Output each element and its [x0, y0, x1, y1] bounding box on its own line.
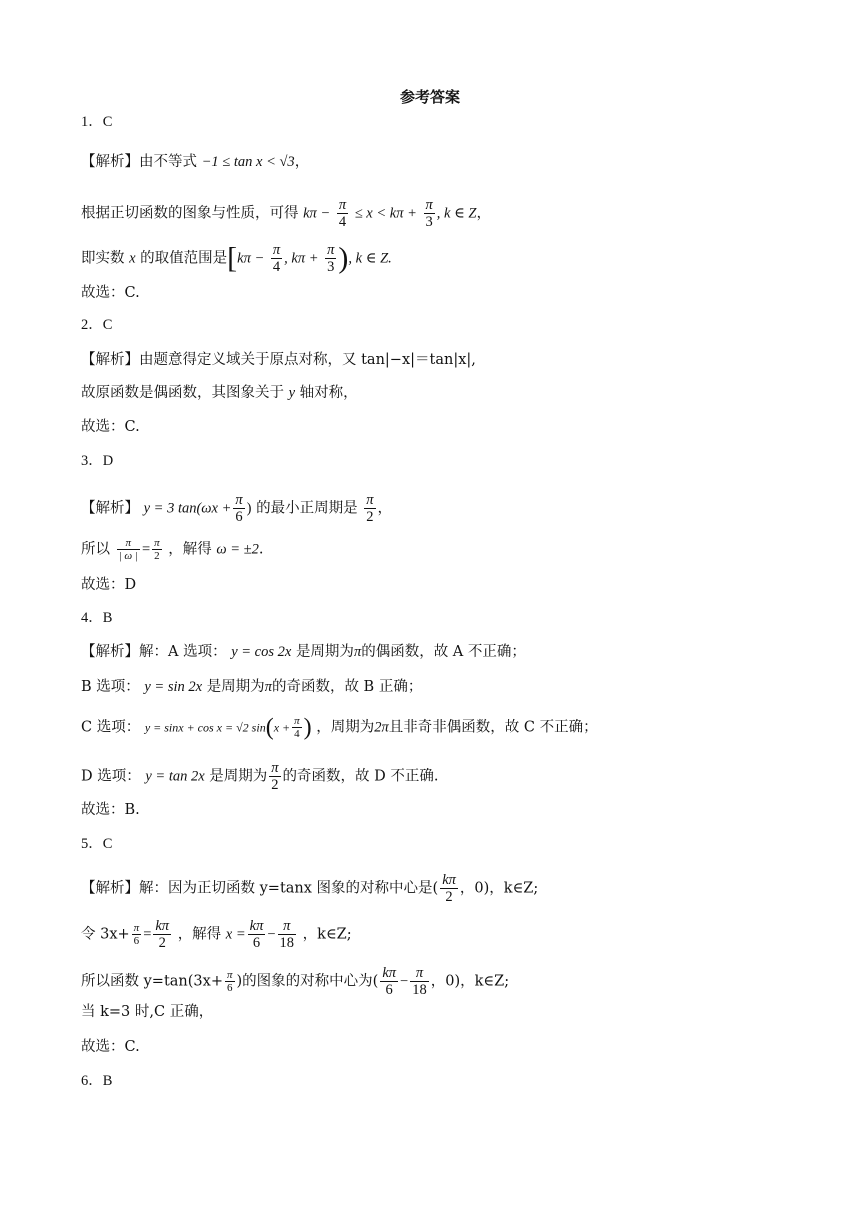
- q2-l2-text-b: 轴对称，: [299, 385, 358, 401]
- q3-l1-end: ，: [377, 500, 392, 517]
- q5-frac-kpi-6b: $\frac{k\pi}{6}$: [382, 965, 397, 998]
- q5-line-1: [81, 872, 538, 905]
- q4-l2-text-c: 的奇函数，故 B 正确；: [271, 679, 423, 695]
- q4-l3-2pi: 2π: [374, 719, 389, 736]
- q3-l2-text-a: 所以: [81, 541, 110, 558]
- q3-line-1: [81, 492, 392, 525]
- q4-frac-pi-2: $\frac{\pi}{2}$: [271, 760, 279, 793]
- q1-l2-end: ，: [476, 205, 491, 222]
- q5-frac-pi-6a: $\frac{\pi}{6}$: [133, 922, 140, 947]
- q5-frac-pi-18: $\frac{\pi}{18}$: [279, 918, 295, 951]
- q1-l3-ka: kπ −: [237, 250, 265, 267]
- q1-l3-frac-pi-3: $\frac{\pi}{3}$: [327, 242, 335, 275]
- q1-frac-pi-3: $\frac{\pi}{3}$: [425, 197, 433, 230]
- q3-frac-pi-2b: $\frac{\pi}{2}$: [154, 537, 160, 562]
- q1-l3-end: , k ∈ Z.: [348, 250, 392, 267]
- q5-answer: 故选：C.: [81, 1039, 140, 1055]
- q3-l1-close: ): [246, 500, 252, 517]
- q3-l1-text-b: 的最小正周期是: [256, 500, 358, 517]
- q4-l4-math: y = tan 2x: [145, 768, 205, 785]
- q1-l3-text: 即实数: [81, 250, 125, 267]
- q3-l2-math: ω = ±2: [216, 541, 259, 558]
- q3-answer: 故选：D: [81, 577, 137, 593]
- q4-answer: 故选：B.: [81, 802, 140, 818]
- q2-l2-y: y: [288, 385, 296, 401]
- q4-l3-text-a: C 选项：: [81, 719, 141, 736]
- q1-l2-text: 根据正切函数的图象与性质，可得: [81, 205, 299, 222]
- q1-line-2: [81, 197, 491, 230]
- q5-l2-text-c: ，k∈Z;: [302, 926, 352, 943]
- q1-l1-math: −1 ≤ tan x < √3: [201, 154, 295, 170]
- q5-frac-kpi-2: $\frac{k\pi}{2}$: [442, 872, 456, 905]
- q3-line-2: [81, 537, 263, 562]
- q1-frac-pi-4: $\frac{\pi}{4}$: [338, 197, 347, 230]
- q1-l3-text-b: 的取值范围是: [140, 250, 228, 267]
- q4-line-3: [81, 715, 598, 740]
- q4-frac-pi-4: $\frac{\pi}{4}$: [294, 715, 300, 740]
- q2-answer: 故选：C.: [81, 419, 140, 435]
- q4-l2-text-a: B 选项：: [81, 679, 140, 695]
- q4-l4-text-a: D 选项：: [81, 768, 141, 785]
- q3-l1-math: y = 3 tan(ωx +: [143, 500, 232, 517]
- q4-l4-text-b: 是周期为: [209, 768, 268, 785]
- q5-l1-text-b: ，0)，k∈Z;: [459, 880, 539, 897]
- q4-paren-open: (: [265, 714, 274, 741]
- q5-frac-kpi-6: $\frac{k\pi}{6}$: [249, 918, 264, 951]
- q5-frac-pi-18b: $\frac{\pi}{18}$: [412, 965, 427, 998]
- q5-frac-kpi-2b: $\frac{k\pi}{2}$: [155, 918, 170, 951]
- q3-l1-text-a: 【解析】: [81, 500, 139, 517]
- q5-line-3: [81, 965, 509, 998]
- q4-l3-text-c: 且非奇非偶函数，故 C 不正确；: [388, 719, 598, 736]
- q4-paren-close: ): [303, 714, 312, 741]
- q3-number: 3．D: [81, 453, 114, 469]
- q2-line-2: [81, 383, 358, 403]
- q4-number: 4．B: [81, 610, 113, 626]
- q5-l3-text-a: 所以函数 y=tan(3x+: [81, 973, 223, 990]
- q2-number: 2．C: [81, 317, 113, 333]
- q1-number: 1．C: [81, 114, 113, 130]
- q2-l2-text-a: 故原函数是偶函数，其图象关于: [81, 385, 284, 401]
- q1-paren-close: ): [338, 241, 349, 275]
- q4-l2-text-b: 是周期为: [206, 679, 265, 695]
- q1-l3-frac-pi-4: $\frac{\pi}{4}$: [272, 242, 281, 275]
- q5-l2-eq: =: [143, 926, 152, 943]
- q5-l3-minus: −: [400, 973, 409, 990]
- q2-line-1: 【解析】由题意得定义域关于原点对称，又 tan|−x|＝tan|x|,: [81, 352, 476, 368]
- q4-l1-text-c: 的偶函数，故 A 不正确；: [361, 644, 526, 660]
- q6-number: 6．B: [81, 1073, 113, 1089]
- q4-l2-math: y = sin 2x: [144, 679, 203, 695]
- q5-l2-text-b: ，解得: [177, 926, 222, 943]
- q1-l2-math-a: kπ −: [303, 205, 331, 222]
- q4-l2-pi: π: [264, 679, 272, 695]
- q5-l2-minus: −: [267, 926, 276, 943]
- q3-frac-pi-2: $\frac{\pi}{2}$: [366, 492, 374, 525]
- q5-l3-text-b: )的图象的对称中心为(: [236, 973, 379, 990]
- q1-l3-kb: , kπ +: [284, 250, 319, 267]
- q5-l2-text-a: 令 3x+: [81, 926, 130, 943]
- q3-l2-end: .: [258, 541, 264, 558]
- q4-l1-text-b: 是周期为: [295, 644, 354, 660]
- q5-number: 5．C: [81, 836, 113, 852]
- q5-frac-pi-6b: $\frac{\pi}{6}$: [226, 969, 233, 994]
- q4-line-1: [81, 642, 526, 662]
- q3-frac-pi-6: $\frac{\pi}{6}$: [235, 492, 243, 525]
- q1-l3-x: x: [129, 250, 136, 267]
- q4-l3-text-b: ，周期为: [316, 719, 375, 736]
- q5-l1-text-a: 【解析】解：因为正切函数 y=tanx 图象的对称中心是(: [81, 880, 439, 897]
- q3-l2-eq: =: [141, 541, 151, 558]
- q5-l2-x: x =: [225, 926, 246, 943]
- q5-l3-text-c: ，0)，k∈Z;: [430, 973, 510, 990]
- q1-l2-math-b: ≤ x < kπ +: [354, 205, 417, 222]
- q1-l2-math-c: , k ∈ Z: [436, 205, 477, 222]
- q4-l1-text-a: 【解析】解：A 选项：: [81, 644, 227, 660]
- q1-answer: 故选：C.: [81, 285, 140, 301]
- q4-l3-inner: x +: [273, 720, 291, 735]
- q3-frac-pi-absw: $\frac{\pi}{| \omega |}$: [118, 537, 138, 562]
- q4-l3-math: y = sinx + cos x = √2 sin: [144, 720, 266, 735]
- q5-line-4: 当 k=3 时,C 正确，: [81, 1004, 214, 1020]
- q3-l2-text-b: ，解得: [168, 541, 212, 558]
- q1-line-1: [81, 152, 309, 172]
- q1-line-3: [81, 242, 392, 275]
- q4-l1-math: y = cos 2x: [231, 644, 292, 660]
- q4-line-4: [81, 760, 438, 793]
- q1-l1-text: 【解析】由不等式: [81, 154, 197, 170]
- page-title: 参考答案: [399, 88, 460, 106]
- q4-l1-pi: π: [353, 644, 362, 660]
- q5-line-2: [81, 918, 352, 951]
- q1-l1-end: ，: [294, 154, 310, 170]
- q1-bracket-open: [: [227, 241, 238, 275]
- q4-l4-text-c: 的奇函数，故 D 不正确.: [282, 768, 439, 785]
- q4-line-2: [81, 677, 422, 697]
